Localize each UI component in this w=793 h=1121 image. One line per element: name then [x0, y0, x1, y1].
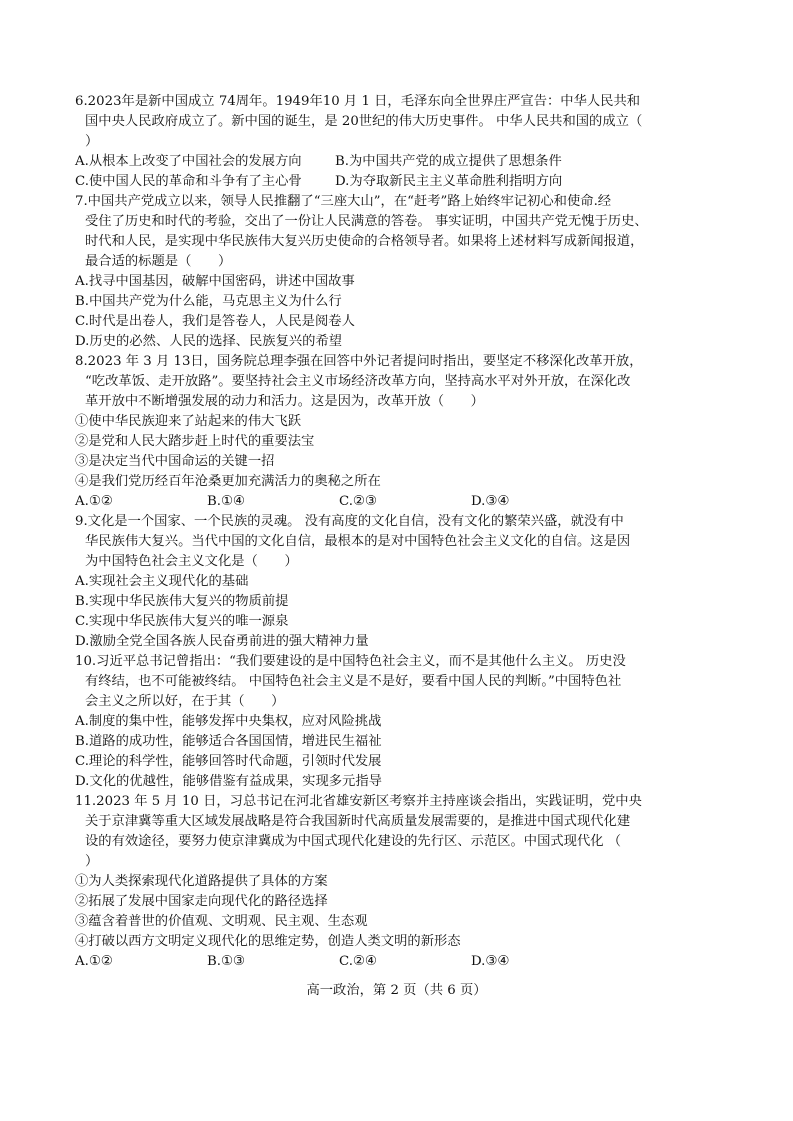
question-7 [75, 192, 735, 352]
question-stem: 受住了历史和时代的考验，交出了一份让人民满意的答卷。 事实证明，中国共产党无愧于历史、 [85, 214, 648, 229]
page-footer: 高一政治，第 2 页（共 6 页） [306, 983, 487, 998]
question-stem: 8.2023 年 3 月 13日，国务院总理李强在回答中外记者提问时指出，要坚定不移深化改革开放， [75, 354, 643, 369]
question-stem: 设的有效途径，要努力使京津冀成为中国式现代化建设的先行区、示范区。中国式现代化 （ [85, 834, 622, 849]
question-stem: 国中央人民政府成立了。新中国的诞生，是 20世纪的伟大历史事件。 中华人民共和国的成立（ [85, 114, 643, 129]
question-6 [75, 92, 735, 192]
option-b: B.实现中华民族伟大复兴的物质前提 [75, 594, 289, 609]
option-a: A.制度的集中性，能够发挥中央集权，应对风险挑战 [75, 714, 382, 729]
question-11 [75, 792, 735, 972]
option-row [75, 152, 735, 172]
option-a: A.从根本上改变了中国社会的发展方向 [75, 154, 302, 169]
question-stem: 有终结，也不可能被终结。 中国特色社会主义是不是好，要看中国人民的判断。”中国特色社 [85, 674, 622, 689]
option-a: A.实现社会主义现代化的基础 [75, 574, 249, 589]
question-stem: 革开放中不断增强发展的动力和活力。这是因为，改革开放（ ） [85, 394, 484, 409]
statement-item: ①为人类探索现代化道路提供了具体的方案 [75, 874, 328, 889]
statement-item: ③是决定当代中国命运的关键一招 [75, 454, 275, 469]
question-stem: 时代和人民，是实现中华民族伟大复兴历史使命的合格领导者。如果将上述材料写成新闻报道， [85, 234, 644, 249]
option-d: D.③④ [471, 954, 510, 969]
option-b: B.①③ [207, 954, 245, 969]
question-9 [75, 512, 735, 652]
question-8 [75, 352, 735, 512]
question-10 [75, 652, 735, 792]
option-row [75, 952, 735, 972]
question-stem: ） [85, 854, 99, 869]
statement-item: ②是党和人民大踏步赶上时代的重要法宝 [75, 434, 315, 449]
option-a: A.找寻中国基因，破解中国密码，讲述中国故事 [75, 274, 355, 289]
question-stem: 会主义之所以好，在于其（ ） [85, 694, 285, 709]
option-c: C.②④ [339, 954, 377, 969]
option-d: D.历史的必然、人民的选择、民族复兴的希望 [75, 334, 343, 349]
question-page [75, 92, 735, 972]
statement-item: ②拓展了发展中国家走向现代化的路径选择 [75, 894, 328, 909]
statement-item: ①使中华民族迎来了站起来的伟大飞跃 [75, 414, 302, 429]
option-a: A.①② [75, 494, 113, 509]
option-d: D.激励全党全国各族人民奋勇前进的强大精神力量 [75, 634, 369, 649]
option-d: D.为夺取新民主主义革命胜利指明方向 [335, 174, 563, 189]
question-stem: “吃改革饭、走开放路”。要坚持社会主义市场经济改革方向，坚持高水平对外开放，在深化改 [85, 374, 631, 389]
option-b: B.①④ [207, 494, 245, 509]
option-b: B.中国共产党为什么能，马克思主义为什么行 [75, 294, 342, 309]
option-b: B.道路的成功性，能够适合各国国情，增进民生福祉 [75, 734, 382, 749]
option-c: C.理论的科学性，能够回答时代命题，引领时代发展 [75, 754, 382, 769]
question-stem: ） [85, 134, 99, 149]
question-stem: 华民族伟大复兴。当代中国的文化自信，最根本的是对中国特色社会主义文化的自信。这是因 [85, 534, 631, 549]
option-row [75, 492, 735, 512]
option-c: C.②③ [339, 494, 377, 509]
option-row [75, 172, 735, 192]
question-stem: 最合适的标题是（ ） [85, 254, 232, 269]
option-d: D.③④ [471, 494, 510, 509]
option-a: A.①② [75, 954, 113, 969]
question-stem: 7.中国共产党成立以来，领导人民推翻了“三座大山”，在“赶考”路上始终牢记初心和使命.经 [75, 194, 612, 209]
statement-item: ④打破以西方文明定义现代化的思维定势，创造人类文明的新形态 [75, 934, 461, 949]
option-c: C.时代是出卷人，我们是答卷人，人民是阅卷人 [75, 314, 355, 329]
option-b: B.为中国共产党的成立提供了思想条件 [335, 154, 562, 169]
question-stem: 为中国特色社会主义文化是（ ） [85, 554, 298, 569]
question-stem: 10.习近平总书记曾指出：“我们要建设的是中国特色社会主义，而不是其他什么主义。 历史没 [75, 654, 626, 669]
statement-item: ④是我们党历经百年沧桑更加充满活力的奥秘之所在 [75, 474, 381, 489]
option-c: C.实现中华民族伟大复兴的唯一源泉 [75, 614, 289, 629]
question-stem: 关于京津冀等重大区域发展战略是符合我国新时代高质量发展需要的，是推进中国式现代化建 [85, 814, 631, 829]
question-stem: 11.2023 年 5 月 10 日，习总书记在河北省雄安新区考察并主持座谈会指出，实践证明，党中央 [75, 794, 642, 809]
option-d: D.文化的优越性，能够借鉴有益成果，实现多元指导 [75, 774, 382, 789]
option-c: C.使中国人民的革命和斗争有了主心骨 [75, 174, 302, 189]
question-stem: 6.2023年是新中国成立 74周年。1949年10 月 1 日，毛泽东向全世界庄严宣告：中华人民共和 [75, 94, 641, 109]
statement-item: ③蕴含着普世的价值观、文明观、民主观、生态观 [75, 914, 368, 929]
question-stem: 9.文化是一个国家、一个民族的灵魂。 没有高度的文化自信，没有文化的繁荣兴盛，就没有中 [75, 514, 624, 529]
